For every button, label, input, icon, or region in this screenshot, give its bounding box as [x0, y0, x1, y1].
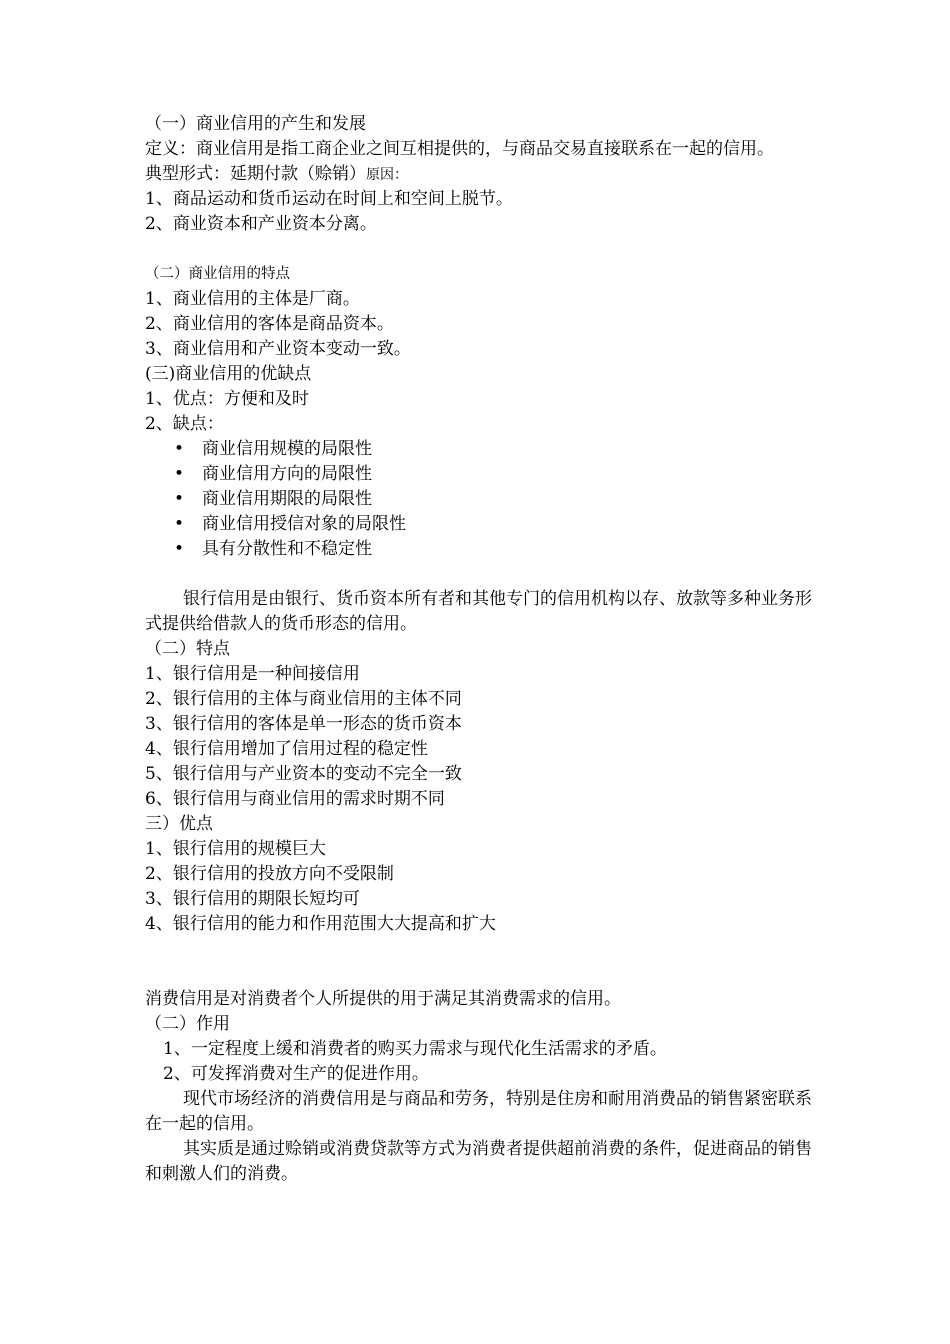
bank-features-title: （二）特点 [145, 639, 230, 659]
spacer [145, 562, 815, 587]
list-item: • 商业信用方向的局限性 [145, 462, 815, 487]
feature-item-2: 2、商业信用的客体是商品资本。 [145, 314, 394, 334]
bank-merits-title: 三）优点 [145, 814, 213, 834]
bank-feature-4: 4、银行信用增加了信用过程的稳定性 [145, 739, 428, 759]
spacer [145, 937, 815, 962]
list-item: • 具有分散性和不稳定性 [145, 537, 815, 562]
cons-item: 2、缺点： [145, 414, 224, 434]
cons-bullet-list [145, 437, 815, 562]
list-item: • 商业信用授信对象的局限性 [145, 512, 815, 537]
reason-item-2: 2、商业资本和产业资本分离。 [145, 214, 377, 234]
section-3-title: (三)商业信用的优缺点 [145, 364, 312, 384]
consumer-paragraph-1: 现代市场经济的消费信用是与商品和劳务，特别是住房和耐用消费品的销售紧密联系在一起的信用。 [145, 1089, 812, 1134]
bank-feature-2: 2、银行信用的主体与商业信用的主体不同 [145, 689, 462, 709]
bullet-icon: • [174, 539, 185, 559]
bank-feature-6: 6、银行信用与商业信用的需求时期不同 [145, 789, 445, 809]
section-2-title: （二）商业信用的特点 [145, 266, 290, 282]
document-page [145, 112, 815, 1187]
bank-merit-1: 1、银行信用的规模巨大 [145, 839, 326, 859]
pros-item: 1、优点：方便和及时 [145, 389, 309, 409]
bank-feature-1: 1、银行信用是一种间接信用 [145, 664, 360, 684]
section-1-form [145, 162, 815, 187]
section-1-title: （一）商业信用的产生和发展 [145, 114, 366, 134]
typical-form-text: 典型形式：延期付款（赊销） [145, 164, 366, 184]
consumer-role-1: 1、一定程度上缓和消费者的购买力需求与现代化生活需求的矛盾。 [163, 1039, 667, 1059]
bank-merit-2: 2、银行信用的投放方向不受限制 [145, 864, 394, 884]
consumer-role-2: 2、可发挥消费对生产的促进作用。 [163, 1064, 429, 1084]
bank-feature-3: 3、银行信用的客体是单一形态的货币资本 [145, 714, 462, 734]
consumer-credit-definition: 消费信用是对消费者个人所提供的用于满足其消费需求的信用。 [145, 989, 621, 1009]
list-item: • 商业信用期限的局限性 [145, 487, 815, 512]
bank-feature-5: 5、银行信用与产业资本的变动不完全一致 [145, 764, 462, 784]
feature-item-1: 1、商业信用的主体是厂商。 [145, 289, 360, 309]
bullet-icon: • [174, 489, 185, 509]
bullet-icon: • [174, 439, 185, 459]
bank-credit-definition: 银行信用是由银行、货币资本所有者和其他专门的信用机构以存、放款等多种业务形式提供给借款人的货币形态的信用。 [145, 589, 812, 634]
section-1-definition: 定义：商业信用是指工商企业之间互相提供的，与商品交易直接联系在一起的信用。 [145, 139, 774, 159]
bullet-icon: • [174, 514, 185, 534]
reason-item-1: 1、商品运动和货币运动在时间上和空间上脱节。 [145, 189, 513, 209]
reason-label: 原因： [366, 167, 408, 183]
consumer-paragraph-2: 其实质是通过赊销或消费贷款等方式为消费者提供超前消费的条件，促进商品的销售和刺激人们的消费。 [145, 1139, 812, 1184]
spacer [145, 962, 815, 987]
feature-item-3: 3、商业信用和产业资本变动一致。 [145, 339, 411, 359]
bullet-icon: • [174, 464, 185, 484]
bank-merit-3: 3、银行信用的期限长短均可 [145, 889, 360, 909]
list-item: • 商业信用规模的局限性 [145, 437, 815, 462]
spacer [145, 237, 815, 262]
consumer-role-title: （二）作用 [145, 1014, 230, 1034]
bank-merit-4: 4、银行信用的能力和作用范围大大提高和扩大 [145, 914, 496, 934]
